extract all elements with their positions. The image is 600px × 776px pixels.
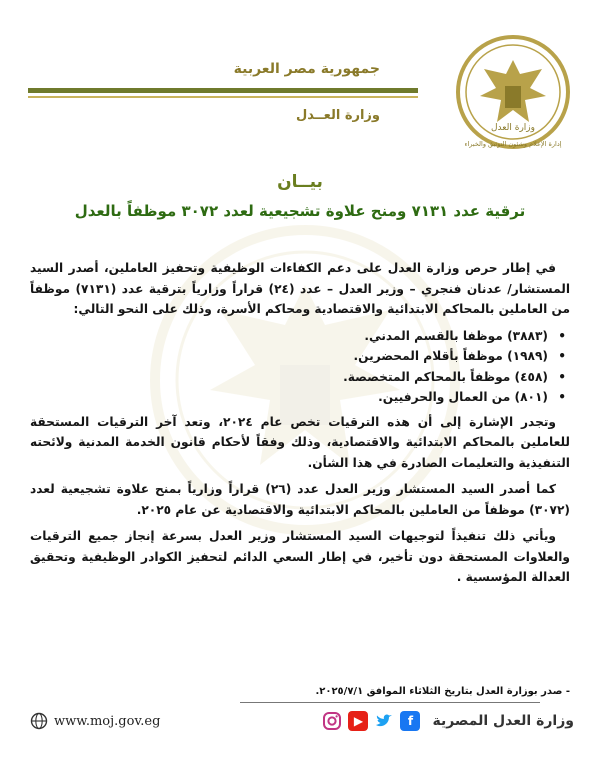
ministry-name: وزارة العــدل	[295, 108, 380, 123]
intro-paragraph: في إطار حرص وزارة العدل على دعم الكفاءات الوظيفية وتحفيز العاملين، أصدر السيد المستشار/ عدنان فنجري – وزير العدل – عدد (٢٤) قراراً وزارياً بترقية عدد (٧١٣١) موظفاً من العاملين بالمحاكم الابتدائية والاقتصادية ومحاكم الأسرة، وذلك على النحو التالي:	[30, 261, 571, 316]
globe-icon	[30, 712, 48, 730]
promotion-list	[30, 326, 570, 408]
paragraph-2: وتجدر الإشارة إلى أن هذه الترقيات تخص عام ٢٠٢٤، وتعد آخر الترقيات المستحقة للعاملين بالمحاكم الابتدائية والاقتصادية، وذلك وفقاً لأحكام قانون الخدمة المدنية ولائحته التنفيذية والتعليمات الصادرة في هذا الشأن.	[30, 414, 570, 470]
twitter-icon[interactable]	[374, 711, 394, 731]
footnote-rule	[240, 702, 540, 703]
bullet-icon: •	[558, 349, 566, 363]
youtube-icon[interactable]: ▶	[348, 711, 368, 731]
header-country	[40, 58, 380, 77]
logo-text: وزارة العدل	[491, 123, 535, 133]
bullet-icon: •	[558, 328, 566, 343]
statement-subtitle: ترقية عدد ٧١٣١ ومنح علاوة تشجيعية لعدد ٣٠٧٢ موظفاً بالعدل	[74, 202, 526, 220]
country-name: جمهورية مصر العربية	[233, 61, 380, 77]
instagram-icon[interactable]	[322, 711, 342, 731]
statement-body	[30, 258, 570, 594]
issue-date-note: - صدر بوزارة العدل بتاريخ الثلاثاء الموافق ٢٠٢٥/٧/١.	[315, 686, 570, 697]
logo-caption: إدارة الإعلام وشئون التوثيق والخبراء	[464, 140, 562, 148]
list-item: • (٣٨٨٣) موظفا بالقسم المدني.	[30, 326, 548, 347]
paragraph-4: ويأتي ذلك تنفيذاً لتوجيهات السيد المستشار وزير العدل بسرعة إنجاز جميع الترقيات والعلاوات المستحقة دون تأخير، في إطار السعي الدائم لتحفيز الكوادر الوظيفية وتحقيق العدالة المؤسسية .	[30, 529, 570, 584]
website-url: www.moj.gov.eg	[54, 713, 161, 729]
paragraph-3: كما أصدر السيد المستشار وزير العدل عدد (٢٦) قراراً وزارياً بمنح علاوة تشجيعية لعدد (٣٠٧٢) موظفاً من العاملين بالمحاكم الابتدائية والاقتصادية عن عام ٢٠٢٥.	[30, 482, 570, 517]
bullet-icon: •	[558, 369, 566, 384]
facebook-icon[interactable]: f	[400, 711, 420, 731]
bullet-icon: •	[558, 390, 566, 404]
website-link[interactable]	[30, 712, 160, 730]
list-item: • (٤٥٨) موظفاً بالمحاكم المتخصصة.	[30, 367, 548, 388]
social-handle: وزارة العدل المصرية	[432, 713, 574, 729]
list-item: • (١٩٨٩) موظفاً بأقلام المحضرين.	[30, 346, 548, 367]
statement-title: بيــان	[277, 172, 323, 192]
list-item: • (٨٠١) من العمال والحرفيين.	[30, 387, 548, 408]
header-rule-thin	[28, 96, 418, 98]
social-bar	[312, 708, 574, 734]
header-rule	[28, 88, 418, 93]
